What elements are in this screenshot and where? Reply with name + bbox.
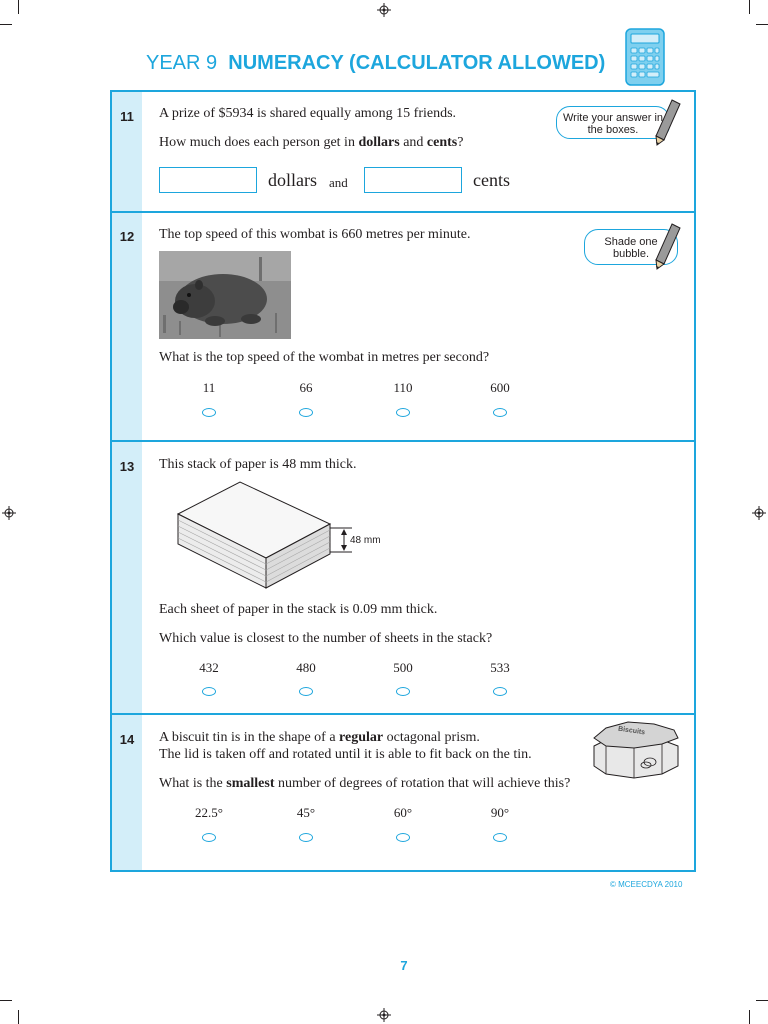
cents-answer-box[interactable] [364,167,462,193]
question-13-line-2: Each sheet of paper in the stack is 0.09 mm thick. [159,602,438,617]
q12-option-2-label: 66 [299,380,313,395]
question-number-11: 11 [120,109,134,124]
q14-option-4-label: 90° [490,805,510,820]
crop-mark-top-left-h [0,24,12,25]
q13-option-4-label: 533 [490,660,510,675]
q13-option-2-label: 480 [296,660,316,675]
q13-option-3-label: 500 [393,660,413,675]
question-14-line-2: The lid is taken off and rotated until it is able to fit back on the tin. [159,747,532,762]
registration-mark-bottom-icon [377,1008,391,1022]
crop-mark-top-right [749,0,750,14]
biscuit-tin-diagram [588,716,684,782]
q12-option-1-label: 11 [202,380,216,395]
cents-label: cents [473,170,510,190]
copyright-notice: © MCEECDYA 2010 [610,880,683,889]
q13-option-4-bubble[interactable] [493,687,507,696]
divider-13-14 [110,713,696,715]
crop-mark-bottom-right-h [756,1000,768,1001]
biscuit-tin-label: Biscuits [617,725,646,737]
q12-option-4-label: 600 [490,380,510,395]
header-title: NUMERACY (CALCULATOR ALLOWED) [228,52,606,74]
wombat-photo [159,251,291,339]
q13-option-1-label: 432 [199,660,219,675]
divider-11-12 [110,211,696,213]
question-14-line-1: A biscuit tin is in the shape of a regular octagonal prism. [159,730,480,745]
q14-option-2-bubble[interactable] [299,833,313,842]
dollars-label: dollars [268,170,317,190]
calculator-icon [625,28,665,86]
question-11-line-1: A prize of $5934 is shared equally among 15 friends. [159,106,457,121]
write-answer-callout: Write your answer in the boxes. [556,106,670,139]
page-header [146,52,605,75]
shade-bubble-callout: Shade one bubble. [584,229,678,265]
q14-option-3-bubble[interactable] [396,833,410,842]
question-number-12: 12 [119,229,135,244]
q14-option-3-label: 60° [393,805,413,820]
stack-thickness-label: 48 mm [350,535,381,546]
crop-mark-bottom-right [749,1010,750,1024]
registration-mark-right-icon [752,506,766,520]
question-12-line-1: The top speed of this wombat is 660 metres per minute. [159,227,471,242]
question-12-prompt: What is the top speed of the wombat in metres per second? [159,350,490,365]
q12-option-2-bubble[interactable] [299,408,313,417]
q12-option-3-bubble[interactable] [396,408,410,417]
q14-option-1-bubble[interactable] [202,833,216,842]
question-13-prompt: Which value is closest to the number of sheets in the stack? [159,631,493,646]
question-13-line-1: This stack of paper is 48 mm thick. [159,457,357,472]
crop-mark-bottom-left-h [0,1000,12,1001]
header-year: YEAR 9 [146,52,218,74]
registration-mark-top-icon [377,3,391,17]
crop-mark-bottom-left [18,1010,19,1024]
question-number-14: 14 [119,732,135,747]
pencil-icon [652,98,682,146]
q12-option-1-bubble[interactable] [202,408,216,417]
question-number-13: 13 [119,459,135,474]
question-14-prompt: What is the smallest number of degrees of rotation that will achieve this? [159,776,571,791]
question-11-prompt: How much does each person get in dollars and cents? [159,135,464,150]
divider-12-13 [110,440,696,442]
pencil-icon [652,222,682,270]
q12-option-4-bubble[interactable] [493,408,507,417]
and-label: and [329,175,348,190]
q14-option-1-label: 22.5° [195,805,223,820]
q13-option-2-bubble[interactable] [299,687,313,696]
page-number: 7 [400,958,408,973]
q14-option-2-label: 45° [296,805,316,820]
crop-mark-top-left [18,0,19,14]
dollars-answer-box[interactable] [159,167,257,193]
q13-option-1-bubble[interactable] [202,687,216,696]
crop-mark-top-right-h [756,24,768,25]
registration-mark-left-icon [2,506,16,520]
q14-option-4-bubble[interactable] [493,833,507,842]
q13-option-3-bubble[interactable] [396,687,410,696]
q12-option-3-label: 110 [393,380,413,395]
